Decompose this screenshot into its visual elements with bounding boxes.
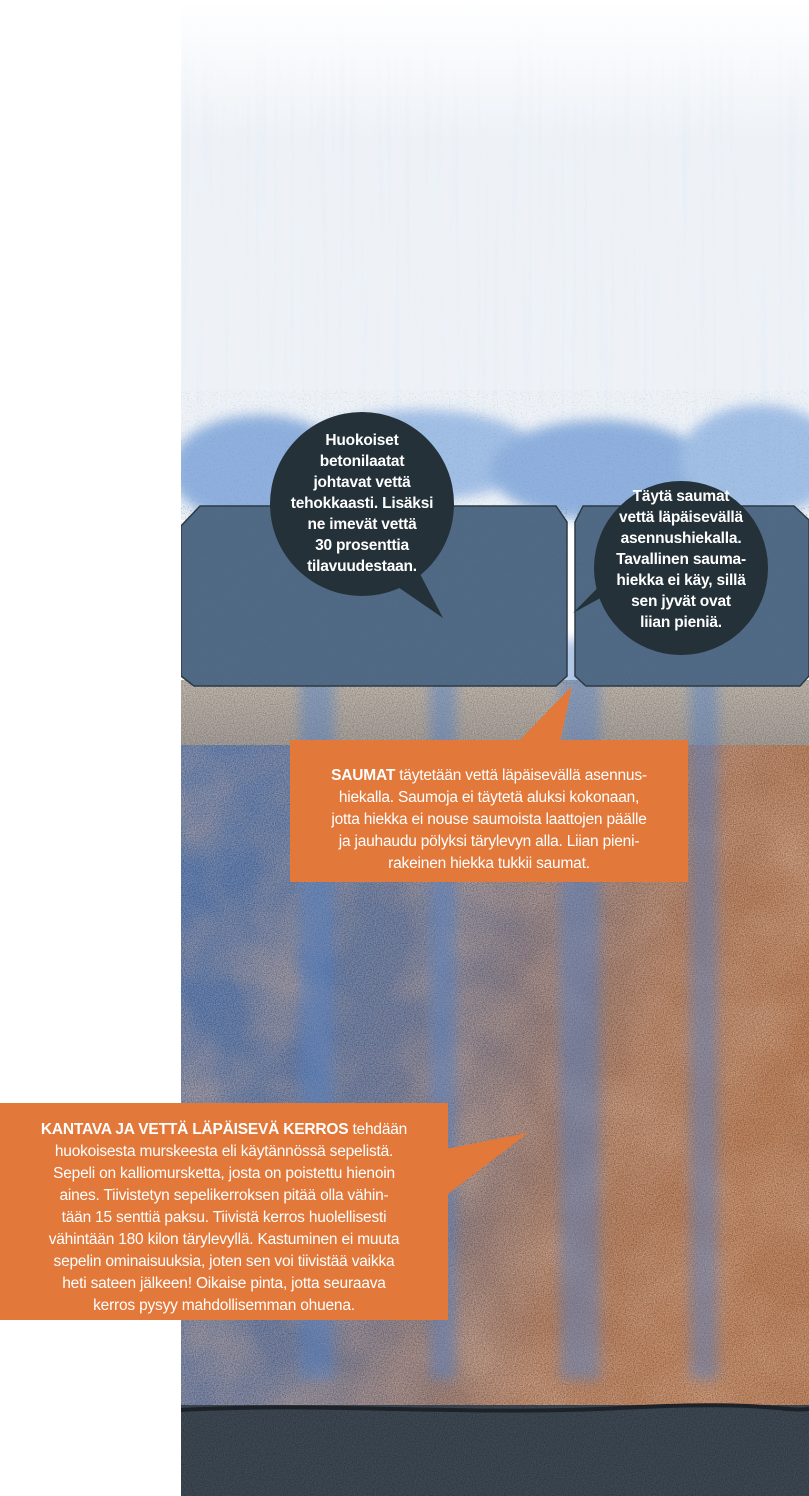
callout-kantava-first-text: tehdään xyxy=(348,1121,408,1138)
callout-saumat-line: hiekalla. Saumoja ei täytetä aluksi kokonaan, xyxy=(338,789,640,806)
callout-kantava-line: huokoisesta murskeesta eli käytännössä sepelistä. xyxy=(54,1143,394,1160)
bubble-joints-line: vettä läpäisevällä xyxy=(619,509,743,526)
callout-kantava-line: aines. Tiivistetyn sepelikerroksen pitää olla vähin- xyxy=(59,1187,389,1204)
bubble-tiles-line: johtavat vettä xyxy=(313,474,411,491)
bubble-tiles-line: betonilaatat xyxy=(319,453,405,470)
bubble-joints-line: Tavallinen sauma- xyxy=(616,551,746,568)
callout-kantava-line: Sepeli on kalliomursketta, josta on poistettu hienoin xyxy=(53,1165,395,1182)
bubble-tiles-line: tehokkaasti. Lisäksi xyxy=(290,495,434,512)
bubble-joints-text xyxy=(596,486,766,633)
callout-kantava-heading: KANTAVA JA VETTÄ LÄPÄISEVÄ KERROS xyxy=(40,1121,349,1138)
callout-saumat-line: jotta hiekka ei nouse saumoista laattojen päälle xyxy=(331,811,647,828)
bubble-joints-line: liian pieniä. xyxy=(640,614,722,631)
callout-saumat xyxy=(290,740,688,882)
callout-saumat-line: ja jauhaudu pölyksi tärylevyn alla. Liian pieni- xyxy=(338,833,640,850)
callout-saumat-line: rakeinen hiekka tukkii saumat. xyxy=(388,855,590,872)
bubble-tiles-text xyxy=(272,430,452,577)
bubble-tiles-line: 30 prosenttia xyxy=(315,537,409,554)
bubble-joints-line: Täytä saumat xyxy=(632,488,730,505)
bubble-tiles-line: Huokoiset xyxy=(325,432,399,449)
callout-saumat-heading: SAUMAT xyxy=(331,767,396,784)
bubble-tiles-line: ne imevät vettä xyxy=(307,516,417,533)
callout-kantava-first-line xyxy=(0,1119,448,1141)
callout-kantava-line: tään 15 senttiä paksu. Tiivistä kerros huolellisesti xyxy=(61,1209,387,1226)
callout-kantava-line: sepelin ominaisuuksia, joten sen voi tiivistää vaikka xyxy=(53,1253,395,1270)
bubble-joints-line: hiekka ei käy, sillä xyxy=(616,572,746,589)
callout-kantava xyxy=(0,1103,448,1320)
callout-kantava-line: kerros pysyy mahdollisemman ohuena. xyxy=(93,1297,355,1314)
callout-kantava-line: heti sateen jälkeen! Oikaise pinta, jotta seuraava xyxy=(62,1275,386,1292)
callout-kantava-line: vähintään 180 kilon tärylevyllä. Kastuminen ei muuta xyxy=(48,1231,400,1248)
bubble-joints-line: sen jyvät ovat xyxy=(631,593,731,610)
callout-saumat-first-line xyxy=(290,765,688,787)
bubble-tiles-line: tilavuudestaan. xyxy=(307,558,417,575)
bubble-joints-line: asennushiekalla. xyxy=(620,530,742,547)
callout-saumat-first-text: täytetään vettä läpäisevällä asennus- xyxy=(395,767,647,784)
